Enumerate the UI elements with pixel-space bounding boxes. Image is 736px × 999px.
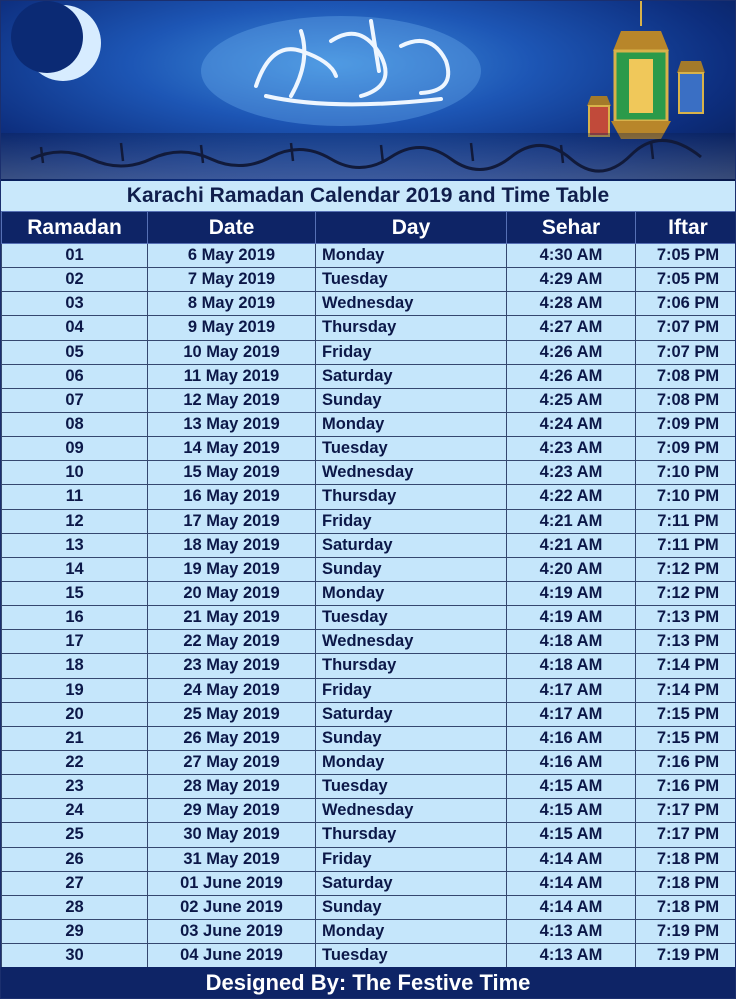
date-cell: 16 May 2019 <box>148 485 316 509</box>
table-row <box>2 654 736 678</box>
table-row <box>2 630 736 654</box>
ramadan-banner <box>1 1 735 181</box>
date-cell: 25 May 2019 <box>148 702 316 726</box>
date-cell: 17 May 2019 <box>148 509 316 533</box>
date-cell: 7 May 2019 <box>148 268 316 292</box>
iftar-time-cell: 7:14 PM <box>636 654 736 678</box>
iftar-time-cell: 7:18 PM <box>636 895 736 919</box>
iftar-time-cell: 7:05 PM <box>636 268 736 292</box>
iftar-time-cell: 7:10 PM <box>636 485 736 509</box>
date-cell: 19 May 2019 <box>148 557 316 581</box>
weekday-cell: Sunday <box>316 895 507 919</box>
weekday-cell: Friday <box>316 509 507 533</box>
sehar-time-cell: 4:13 AM <box>507 944 636 968</box>
iftar-time-cell: 7:17 PM <box>636 799 736 823</box>
sehar-time-cell: 4:20 AM <box>507 557 636 581</box>
date-cell: 03 June 2019 <box>148 919 316 943</box>
weekday-cell: Monday <box>316 750 507 774</box>
ramadan-day-cell: 23 <box>2 775 148 799</box>
table-row <box>2 895 736 919</box>
ramadan-day-cell: 08 <box>2 412 148 436</box>
iftar-time-cell: 7:14 PM <box>636 678 736 702</box>
weekday-cell: Saturday <box>316 533 507 557</box>
sehar-time-cell: 4:14 AM <box>507 895 636 919</box>
column-header-day: Day <box>316 212 507 244</box>
sehar-time-cell: 4:26 AM <box>507 340 636 364</box>
table-row <box>2 364 736 388</box>
ramadan-day-cell: 30 <box>2 944 148 968</box>
sehar-time-cell: 4:30 AM <box>507 244 636 268</box>
table-row <box>2 726 736 750</box>
column-header-date: Date <box>148 212 316 244</box>
sehar-time-cell: 4:21 AM <box>507 533 636 557</box>
sehar-time-cell: 4:15 AM <box>507 799 636 823</box>
table-row <box>2 847 736 871</box>
table-row <box>2 437 736 461</box>
date-cell: 12 May 2019 <box>148 388 316 412</box>
ramadan-day-cell: 05 <box>2 340 148 364</box>
designer-credit-footer: Designed By: The Festive Time <box>1 967 735 998</box>
iftar-time-cell: 7:12 PM <box>636 557 736 581</box>
iftar-time-cell: 7:05 PM <box>636 244 736 268</box>
table-row <box>2 461 736 485</box>
weekday-cell: Friday <box>316 340 507 364</box>
page-title: Karachi Ramadan Calendar 2019 and Time Table <box>1 181 735 211</box>
table-row <box>2 412 736 436</box>
date-cell: 8 May 2019 <box>148 292 316 316</box>
ramadan-day-cell: 07 <box>2 388 148 412</box>
iftar-time-cell: 7:12 PM <box>636 581 736 605</box>
table-row <box>2 581 736 605</box>
sehar-time-cell: 4:23 AM <box>507 461 636 485</box>
ramadan-day-cell: 28 <box>2 895 148 919</box>
sehar-time-cell: 4:18 AM <box>507 630 636 654</box>
ramadan-day-cell: 10 <box>2 461 148 485</box>
weekday-cell: Friday <box>316 847 507 871</box>
ramadan-day-cell: 13 <box>2 533 148 557</box>
weekday-cell: Monday <box>316 581 507 605</box>
sehar-time-cell: 4:14 AM <box>507 871 636 895</box>
iftar-time-cell: 7:15 PM <box>636 726 736 750</box>
weekday-cell: Monday <box>316 412 507 436</box>
weekday-cell: Tuesday <box>316 944 507 968</box>
weekday-cell: Sunday <box>316 557 507 581</box>
date-cell: 02 June 2019 <box>148 895 316 919</box>
weekday-cell: Monday <box>316 244 507 268</box>
weekday-cell: Tuesday <box>316 606 507 630</box>
date-cell: 23 May 2019 <box>148 654 316 678</box>
sehar-time-cell: 4:14 AM <box>507 847 636 871</box>
ramadan-day-cell: 24 <box>2 799 148 823</box>
column-header-iftar: Iftar <box>636 212 736 244</box>
date-cell: 01 June 2019 <box>148 871 316 895</box>
ramadan-day-cell: 17 <box>2 630 148 654</box>
iftar-time-cell: 7:13 PM <box>636 606 736 630</box>
ramadan-day-cell: 22 <box>2 750 148 774</box>
weekday-cell: Wednesday <box>316 292 507 316</box>
date-cell: 28 May 2019 <box>148 775 316 799</box>
iftar-time-cell: 7:11 PM <box>636 533 736 557</box>
weekday-cell: Thursday <box>316 316 507 340</box>
date-cell: 24 May 2019 <box>148 678 316 702</box>
ramadan-day-cell: 11 <box>2 485 148 509</box>
weekday-cell: Wednesday <box>316 630 507 654</box>
ramadan-day-cell: 02 <box>2 268 148 292</box>
ramadan-time-table <box>1 211 736 968</box>
ramadan-day-cell: 03 <box>2 292 148 316</box>
ramadan-day-cell: 14 <box>2 557 148 581</box>
ramadan-day-cell: 29 <box>2 919 148 943</box>
table-row <box>2 944 736 968</box>
iftar-time-cell: 7:07 PM <box>636 316 736 340</box>
table-row <box>2 340 736 364</box>
weekday-cell: Thursday <box>316 485 507 509</box>
date-cell: 14 May 2019 <box>148 437 316 461</box>
sehar-time-cell: 4:17 AM <box>507 678 636 702</box>
sehar-time-cell: 4:26 AM <box>507 364 636 388</box>
table-row <box>2 823 736 847</box>
iftar-time-cell: 7:10 PM <box>636 461 736 485</box>
date-cell: 21 May 2019 <box>148 606 316 630</box>
date-cell: 29 May 2019 <box>148 799 316 823</box>
table-row <box>2 678 736 702</box>
weekday-cell: Monday <box>316 919 507 943</box>
iftar-time-cell: 7:15 PM <box>636 702 736 726</box>
sehar-time-cell: 4:25 AM <box>507 388 636 412</box>
iftar-time-cell: 7:11 PM <box>636 509 736 533</box>
date-cell: 11 May 2019 <box>148 364 316 388</box>
ramadan-day-cell: 20 <box>2 702 148 726</box>
table-row <box>2 775 736 799</box>
table-row <box>2 919 736 943</box>
ramadan-day-cell: 16 <box>2 606 148 630</box>
ramadan-day-cell: 18 <box>2 654 148 678</box>
iftar-time-cell: 7:08 PM <box>636 388 736 412</box>
sehar-time-cell: 4:15 AM <box>507 775 636 799</box>
weekday-cell: Sunday <box>316 388 507 412</box>
weekday-cell: Wednesday <box>316 799 507 823</box>
date-cell: 18 May 2019 <box>148 533 316 557</box>
ramadan-day-cell: 19 <box>2 678 148 702</box>
date-cell: 26 May 2019 <box>148 726 316 750</box>
sehar-time-cell: 4:15 AM <box>507 823 636 847</box>
iftar-time-cell: 7:09 PM <box>636 412 736 436</box>
ramadan-day-cell: 27 <box>2 871 148 895</box>
weekday-cell: Saturday <box>316 871 507 895</box>
weekday-cell: Saturday <box>316 364 507 388</box>
iftar-time-cell: 7:07 PM <box>636 340 736 364</box>
table-header-row <box>2 212 736 244</box>
table-row <box>2 533 736 557</box>
weekday-cell: Saturday <box>316 702 507 726</box>
date-cell: 9 May 2019 <box>148 316 316 340</box>
date-cell: 20 May 2019 <box>148 581 316 605</box>
ramadan-day-cell: 06 <box>2 364 148 388</box>
iftar-time-cell: 7:08 PM <box>636 364 736 388</box>
sehar-time-cell: 4:21 AM <box>507 509 636 533</box>
iftar-time-cell: 7:16 PM <box>636 775 736 799</box>
table-row <box>2 799 736 823</box>
table-row <box>2 292 736 316</box>
table-row <box>2 244 736 268</box>
sehar-time-cell: 4:27 AM <box>507 316 636 340</box>
date-cell: 27 May 2019 <box>148 750 316 774</box>
sehar-time-cell: 4:19 AM <box>507 606 636 630</box>
date-cell: 22 May 2019 <box>148 630 316 654</box>
sehar-time-cell: 4:28 AM <box>507 292 636 316</box>
table-row <box>2 268 736 292</box>
date-cell: 13 May 2019 <box>148 412 316 436</box>
ramadan-day-cell: 26 <box>2 847 148 871</box>
column-header-sehar: Sehar <box>507 212 636 244</box>
iftar-time-cell: 7:19 PM <box>636 944 736 968</box>
sehar-time-cell: 4:24 AM <box>507 412 636 436</box>
ramadan-day-cell: 25 <box>2 823 148 847</box>
iftar-time-cell: 7:19 PM <box>636 919 736 943</box>
date-cell: 31 May 2019 <box>148 847 316 871</box>
table-row <box>2 388 736 412</box>
table-row <box>2 750 736 774</box>
weekday-cell: Tuesday <box>316 268 507 292</box>
table-row <box>2 316 736 340</box>
ramadan-day-cell: 09 <box>2 437 148 461</box>
iftar-time-cell: 7:13 PM <box>636 630 736 654</box>
iftar-time-cell: 7:16 PM <box>636 750 736 774</box>
sehar-time-cell: 4:16 AM <box>507 750 636 774</box>
arabic-verse-strip <box>1 133 735 179</box>
ramadan-day-cell: 21 <box>2 726 148 750</box>
sehar-time-cell: 4:16 AM <box>507 726 636 750</box>
column-header-ramadan: Ramadan <box>2 212 148 244</box>
weekday-cell: Tuesday <box>316 775 507 799</box>
sehar-time-cell: 4:29 AM <box>507 268 636 292</box>
weekday-cell: Thursday <box>316 823 507 847</box>
ramadan-day-cell: 01 <box>2 244 148 268</box>
table-row <box>2 702 736 726</box>
sehar-time-cell: 4:17 AM <box>507 702 636 726</box>
crescent-moon-icon <box>11 1 101 81</box>
weekday-cell: Friday <box>316 678 507 702</box>
date-cell: 10 May 2019 <box>148 340 316 364</box>
sehar-time-cell: 4:23 AM <box>507 437 636 461</box>
ramadan-day-cell: 15 <box>2 581 148 605</box>
sehar-time-cell: 4:22 AM <box>507 485 636 509</box>
ramadan-day-cell: 04 <box>2 316 148 340</box>
sehar-time-cell: 4:13 AM <box>507 919 636 943</box>
date-cell: 15 May 2019 <box>148 461 316 485</box>
table-row <box>2 485 736 509</box>
date-cell: 04 June 2019 <box>148 944 316 968</box>
date-cell: 6 May 2019 <box>148 244 316 268</box>
sehar-time-cell: 4:18 AM <box>507 654 636 678</box>
iftar-time-cell: 7:06 PM <box>636 292 736 316</box>
table-row <box>2 509 736 533</box>
weekday-cell: Thursday <box>316 654 507 678</box>
sehar-time-cell: 4:19 AM <box>507 581 636 605</box>
iftar-time-cell: 7:18 PM <box>636 847 736 871</box>
iftar-time-cell: 7:09 PM <box>636 437 736 461</box>
weekday-cell: Sunday <box>316 726 507 750</box>
weekday-cell: Tuesday <box>316 437 507 461</box>
ramadan-day-cell: 12 <box>2 509 148 533</box>
table-row <box>2 871 736 895</box>
iftar-time-cell: 7:18 PM <box>636 871 736 895</box>
weekday-cell: Wednesday <box>316 461 507 485</box>
arabic-verse-calligraphy-icon <box>1 133 735 179</box>
table-row <box>2 606 736 630</box>
lantern-icon <box>611 1 671 139</box>
iftar-time-cell: 7:17 PM <box>636 823 736 847</box>
table-row <box>2 557 736 581</box>
date-cell: 30 May 2019 <box>148 823 316 847</box>
